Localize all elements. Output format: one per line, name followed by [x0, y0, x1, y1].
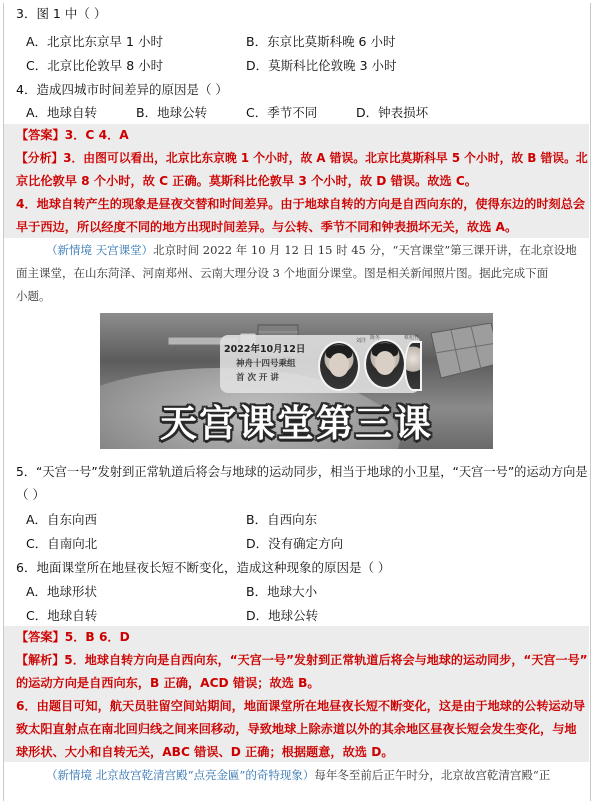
- analysis-2-line-4: 致太阳直射点在南北回归线之间来回移动，导致地球上除赤道以外的其余地区昼夜长短会发生变化，与地: [16, 722, 577, 736]
- q4-option-b: B．地球公转: [136, 105, 208, 120]
- analysis-1-tag: 【分析】: [16, 151, 64, 165]
- answer-2: [16, 627, 130, 647]
- answer-1-tag: 【答案】: [16, 128, 65, 142]
- astronaut-3-name: 蔡旭哲: [404, 335, 420, 341]
- analysis-1-line-1: 【分析】3．由图可以看出，北京比东京晚 1 个小时，故 A 错误。北京比莫斯科早 5 个小时，故 B 错误。北: [16, 151, 588, 165]
- question-5-stem-line-2: （ ）: [16, 487, 45, 502]
- title-panel: [220, 335, 420, 393]
- question-5-stem-line-1: 5．“天宫一号”发射到正常轨道后将会与地球的运动同步，相当于地球的小卫星，“天宫一号”的运动方向是: [16, 464, 588, 479]
- analysis-2-line-5: 球形状、大小和自转无关，ABC 错误、D 正确；根据题意，故选 D。: [16, 745, 394, 759]
- analysis-2-line-3: 6．由题目可知，航天员驻留空间站期间，地面课堂所在地昼夜长短不断变化，这是由于地球的公转运动导: [16, 699, 586, 713]
- q3-option-d: D．莫斯科比伦敦晚 3 小时: [246, 58, 397, 73]
- q3-option-c: C．北京比伦敦早 8 小时: [26, 58, 164, 73]
- context-1-line-3: 小题。: [16, 289, 51, 303]
- astronaut-3-avatar: [404, 341, 422, 391]
- banner-crew: 神舟十四号乘组: [236, 359, 296, 369]
- analysis-2-tag: 【解析】: [16, 653, 65, 667]
- analysis-1-line-4: 早于西边，所以经度不同的地方出现时间差异。与公转、季节不同和钟表损坏无关，故选 A。: [16, 220, 518, 234]
- context-1-line-1: （新情境 天宫课堂）北京时间 2022 年 10 月 12 日 15 时 45 分，“天宫课堂”第三课开讲，在北京设地: [46, 243, 577, 257]
- q4-option-a: A．地球自转: [26, 105, 98, 120]
- q5-option-c: C．自南向北: [26, 536, 98, 551]
- banner-title: 天宫课堂第三课: [160, 402, 433, 445]
- analysis-1-line-2: 京比伦敦早 8 个小时，故 C 正确。莫斯科比伦敦早 3 个小时，故 D 错误。故选 C。: [16, 174, 477, 188]
- answer-1-text: 3．C 4．A: [64, 128, 129, 142]
- answer-1: [16, 125, 129, 145]
- context-1-line-2: 面主课堂，在山东菏泽、河南郑州、云南大理分设 3 个地面分课堂。图是相关新闻照片图。据此完成下面: [16, 266, 549, 280]
- context-1-tag: （新情境 天宫课堂）: [46, 243, 154, 257]
- astronaut-2-name: 陈冬: [370, 335, 381, 341]
- context-2-line-1: （新情境 北京故宫乾清宫殿“点亮金匾”的奇特现象）每年冬至前后正午时分，北京故宫乾清宫殿“正: [46, 768, 551, 782]
- context-2-tag: （新情境 北京故宫乾清宫殿“点亮金匾”的奇特现象）: [46, 768, 315, 782]
- answer-2-text: 5．B 6．D: [64, 630, 130, 644]
- q6-option-a: A．地球形状: [26, 584, 98, 599]
- q5-option-d: D．没有确定方向: [246, 536, 344, 551]
- question-6-stem: 6．地面课堂所在地昼夜长短不断变化，造成这种现象的原因是（ ）: [16, 560, 391, 575]
- banner-subtitle: 首 次 开 讲: [236, 373, 279, 383]
- answer-2-tag: 【答案】: [16, 630, 65, 644]
- q6-option-c: C．地球自转: [26, 608, 98, 623]
- solar-panel-icon: [421, 323, 493, 393]
- q4-option-c: C．季节不同: [246, 105, 318, 120]
- q6-option-b: B．地球大小: [246, 584, 318, 599]
- q5-option-b: B．自西向东: [246, 512, 318, 527]
- astronaut-1-name: 刘洋: [356, 338, 367, 344]
- q4-option-d: D．钟表损坏: [356, 105, 429, 120]
- q3-option-a: A．北京比东京早 1 小时: [26, 34, 163, 49]
- analysis-2-line-2: 的运动方向是自西向东，B 正确，ACD 错误；故选 B。: [16, 676, 320, 690]
- q3-option-b: B．东京比莫斯科晚 6 小时: [246, 34, 396, 49]
- news-photo: [100, 313, 493, 449]
- astronaut-1-avatar: [318, 341, 360, 391]
- astronaut-2-avatar: [364, 339, 406, 389]
- analysis-2-line-1: 【解析】5．地球自转方向是自西向东，“天宫一号”发射到正常轨道后将会与地球的运动同步，“天宫一号”: [16, 653, 588, 667]
- q5-option-a: A．自东向西: [26, 512, 98, 527]
- analysis-1-line-3: 4．地球自转产生的现象是昼夜交替和时间差异。由于地球自转的方向是自西向东的，使得东边的时刻总会: [16, 197, 586, 211]
- q6-option-d: D．地球公转: [246, 608, 319, 623]
- question-3-stem: 3．图 1 中（ ）: [16, 6, 107, 21]
- banner-date: 2022年10月12日: [224, 344, 306, 355]
- question-4-stem: 4．造成四城市时间差异的原因是（ ）: [16, 82, 228, 97]
